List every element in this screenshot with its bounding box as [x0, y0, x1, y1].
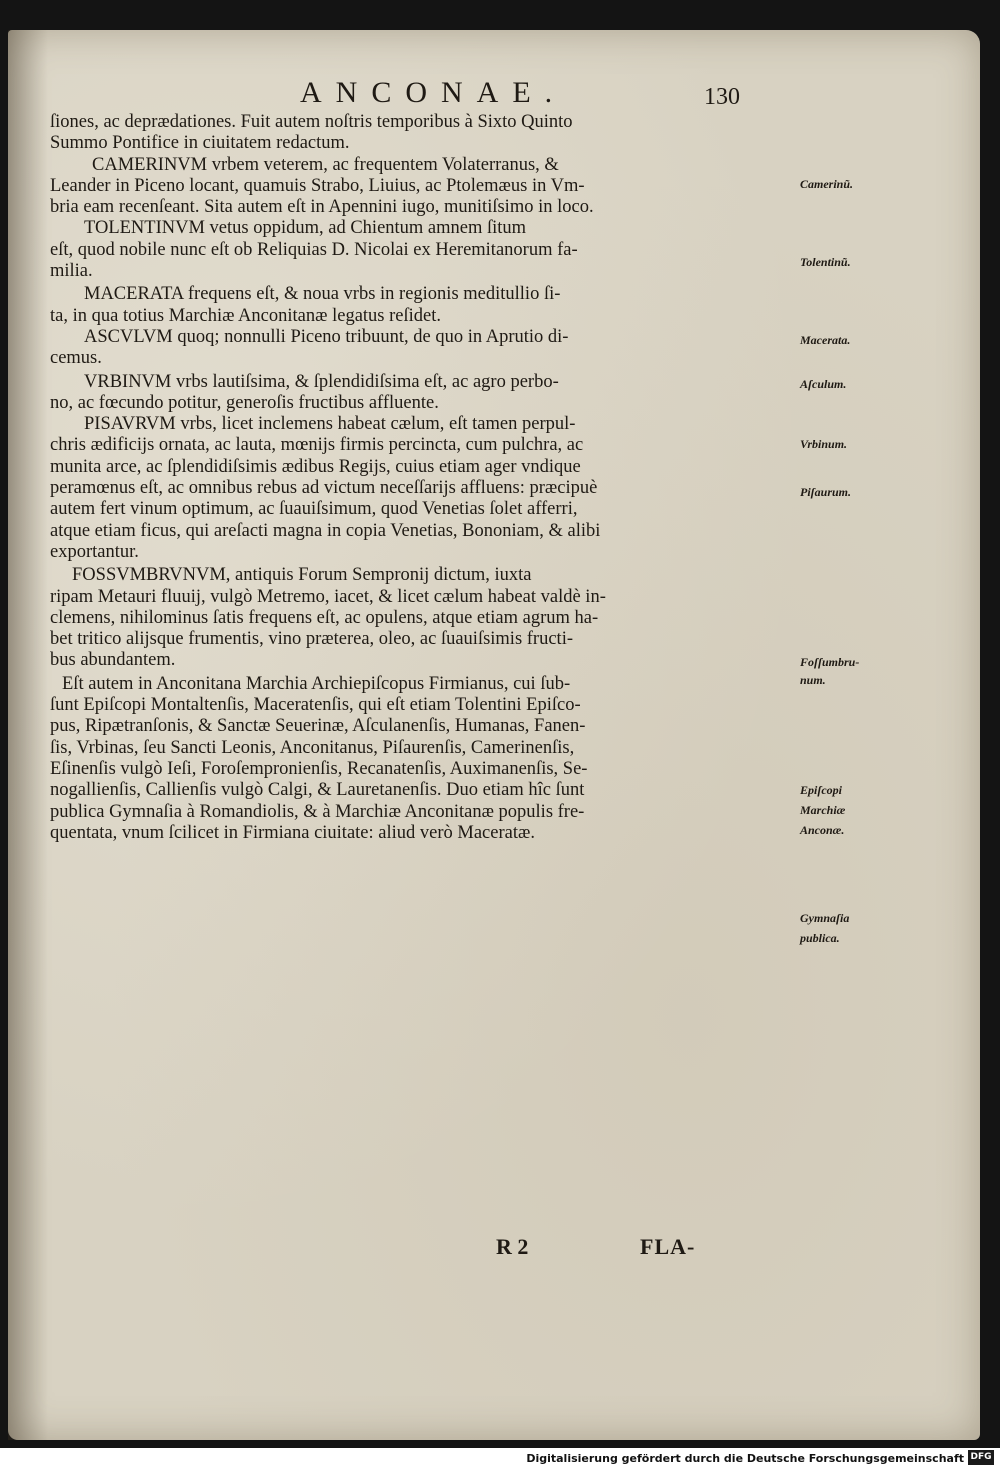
margin-note: Foſſumbru- [800, 655, 860, 669]
margin-note: Tolentinũ. [800, 255, 851, 269]
body-text [50, 112, 860, 945]
signature-mark: R 2 [496, 1234, 529, 1259]
text-line: no, ac fœcundo potitur, generoſis fructibus affluente. [50, 392, 439, 413]
margin-note: Camerinũ. [800, 177, 854, 191]
margin-note: Epiſcopi [800, 783, 842, 797]
text-line: FOSSVMBRVNVM, antiquis Forum Sempronij dictum, iuxta [72, 565, 532, 586]
text-line: chris ædificijs ornata, ac lauta, mœnijs firmis percincta, cum pulchra, ac [50, 435, 584, 456]
page-gutter-shadow [8, 30, 48, 1440]
text-line: bria eam recenſeant. Sita autem eſt in Apennini iugo, munitiſsimo in loco. [50, 197, 594, 218]
text-line: exportantur. [50, 541, 139, 562]
text-line: ta, in qua totius Marchiæ Anconitanæ legatus reſidet. [50, 305, 441, 326]
text-line: bet tritico alijsque frumentis, vino præterea, oleo, ac ſuauiſsimis fructi- [50, 629, 573, 650]
text-line: nogallienſis, Callienſis vulgò Calgi, & Lauretanenſis. Duo etiam hîc ſunt [50, 780, 585, 801]
text-line: ſis, Vrbinas, ſeu Sancti Leonis, Anconitanus, Piſaurenſis, Camerinenſis, [50, 737, 575, 758]
text-line: Leander in Piceno locant, quamuis Strabo, Liuius, ac Ptolemæus in Vm- [50, 175, 585, 196]
text-line: Eſt autem in Anconitana Marchia Archiepiſcopus Firmianus, cui ſub- [62, 673, 571, 694]
margin-note: Anconæ. [800, 823, 845, 837]
text-line: MACERATA frequens eſt, & noua vrbs in regionis meditullio ſi- [84, 284, 561, 305]
text-line: CAMERINVM vrbem veterem, ac frequentem Volaterranus, & [92, 154, 559, 175]
margin-note: publica. [800, 931, 840, 945]
text-line: VRBINVM vrbs lautiſsima, & ſplendidiſsima eſt, ac agro perbo- [84, 371, 559, 392]
text-line: cemus. [50, 348, 102, 369]
text-line: bus abundantem. [50, 650, 176, 671]
margin-note: Macerata. [800, 333, 851, 347]
page-number: 130 [704, 84, 740, 110]
text-line: ASCVLVM quoq; nonnulli Piceno tribuunt, de quo in Aprutio di- [84, 326, 569, 347]
text-line: ripam Metauri fluuij, vulgò Metremo, iacet, & licet cælum habeat valdè in- [50, 586, 606, 607]
dfg-logo-icon: DFG [968, 1450, 994, 1465]
margin-note: Piſaurum. [800, 485, 852, 499]
text-line: ſunt Epiſcopi Montaltenſis, Maceratenſis, qui eſt etiam Tolentini Epiſco- [50, 695, 581, 716]
text-line: Eſinenſis vulgò Ieſi, Foroſempronienſis, Recanatenſis, Auximanenſis, Se- [50, 758, 588, 779]
running-title: ANCONAE. [300, 76, 567, 109]
text-line: ſiones, ac deprædationes. Fuit autem noſtris temporibus à Sixto Quinto [50, 112, 573, 132]
margin-note: num. [800, 673, 826, 687]
running-header [300, 76, 760, 110]
text-line: pus, Ripætranſonis, & Sanctæ Seuerinæ, Aſculanenſis, Humanas, Fanen- [50, 716, 586, 737]
catchword: FLA- [640, 1234, 696, 1259]
text-line: munita arce, ac ſplendidiſsimis ædibus Regijs, cuius etiam ager vndique [50, 456, 581, 477]
text-line: publica Gymnaſia à Romandiolis, & à Marchiæ Anconitanæ populis fre- [50, 801, 585, 822]
text-line: TOLENTINVM vetus oppidum, ad Chientum amnem ſitum [84, 218, 527, 239]
text-line: Summo Pontifice in ciuitatem redactum. [50, 133, 350, 154]
text-line: atque etiam ficus, qui areſacti magna in copia Venetias, Bononiam, & alibi [50, 520, 601, 541]
text-line: milia. [50, 261, 93, 282]
margin-note: Aſculum. [800, 377, 847, 391]
text-line: eſt, quod nobile nunc eſt ob Reliquias D. Nicolai ex Heremitanorum fa- [50, 239, 578, 260]
margin-note: Marchiæ [800, 803, 846, 817]
text-line: clemens, nihilominus ſatis frequens eſt, ac opulens, atque etiam agrum ha- [50, 607, 599, 628]
text-line: quentata, vnum ſcilicet in Firmiana ciuitate: aliud verò Maceratæ. [50, 822, 535, 843]
margin-note: Vrbinum. [800, 437, 848, 451]
text-line: autem fert vinum optimum, ac ſuauiſsimum, quod Venetias ſolet afferri, [50, 499, 578, 520]
margin-note: Gymnaſia [800, 911, 850, 925]
page-footer [496, 1234, 756, 1264]
text-line: peramœnus eſt, ac omnibus rebus ad victum neceſſarijs affluens: præcipuè [50, 478, 598, 499]
text-line: PISAVRVM vrbs, licet inclemens habeat cælum, eſt tamen perpul- [84, 414, 576, 435]
digitization-credit: Digitalisierung gefördert durch die Deutsche Forschungsgemeinschaft [526, 1452, 964, 1465]
